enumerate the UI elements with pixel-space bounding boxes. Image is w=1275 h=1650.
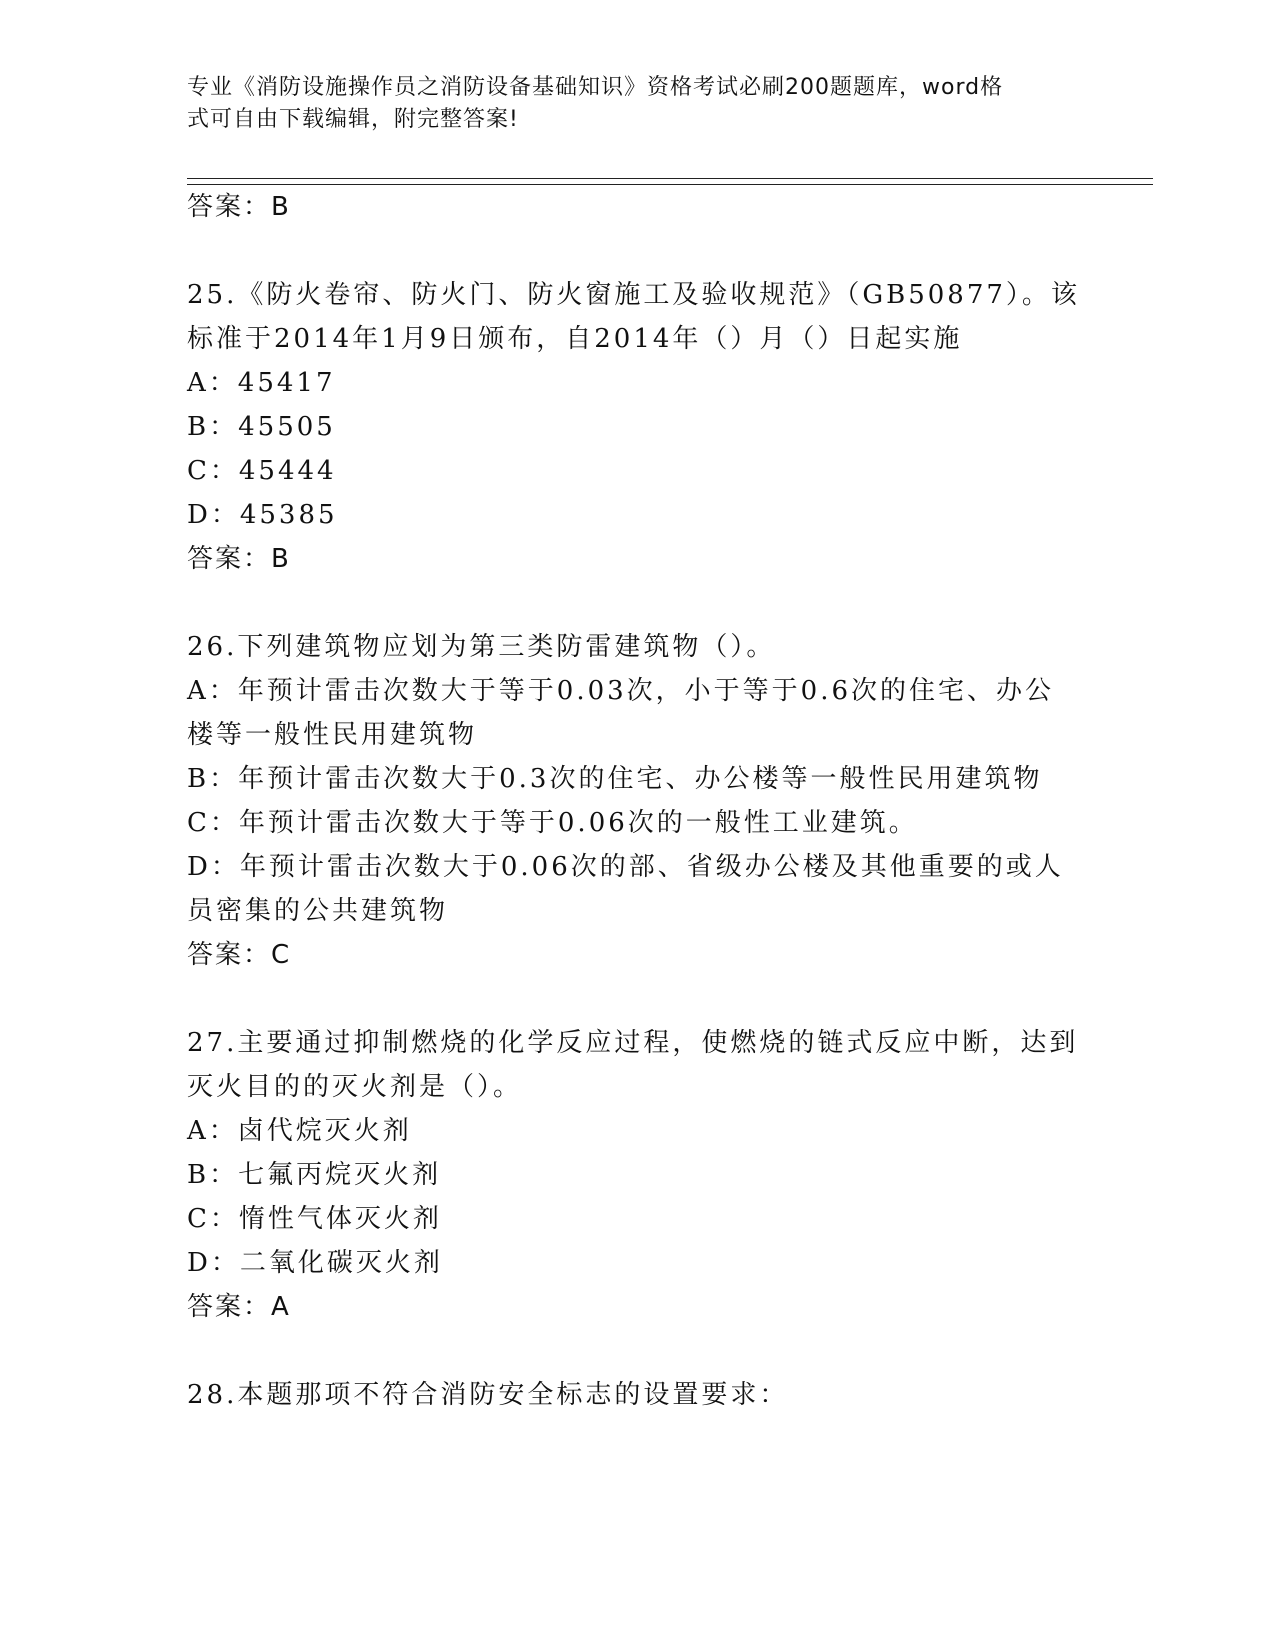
q26-answer: 答案：C bbox=[187, 940, 292, 970]
q27-stem-line-1: 27.主要通过抑制燃烧的化学反应过程，使燃烧的链式反应中断，达到 bbox=[187, 1028, 1079, 1058]
q27-option-b: B：七氟丙烷灭火剂 bbox=[187, 1160, 442, 1190]
q25-answer: 答案：B bbox=[187, 544, 291, 574]
q27-option-d: D：二氧化碳灭火剂 bbox=[187, 1248, 443, 1278]
q28-stem: 28.本题那项不符合消防安全标志的设置要求： bbox=[187, 1380, 789, 1410]
q26-option-d-line-2: 员密集的公共建筑物 bbox=[187, 896, 449, 926]
header-line-2: 式可自由下载编辑，附完整答案! bbox=[187, 107, 519, 132]
q25-option-d: D：45385 bbox=[187, 500, 338, 530]
q25-option-b: B：45505 bbox=[187, 412, 336, 442]
q25-stem-line-2: 标准于2014年1月9日颁布，自2014年（）月（）日起实施 bbox=[187, 324, 963, 354]
q25-stem-line-1: 25.《防火卷帘、防火门、防火窗施工及验收规范》（GB50877）。该 bbox=[187, 280, 1080, 310]
q27-option-c: C：惰性气体灭火剂 bbox=[187, 1204, 442, 1234]
previous-answer: 答案：B bbox=[187, 192, 291, 222]
q27-answer: 答案：A bbox=[187, 1292, 291, 1322]
q26-option-c: C：年预计雷击次数大于等于0.06次的一般性工业建筑。 bbox=[187, 808, 918, 838]
q26-option-a-line-1: A：年预计雷击次数大于等于0.03次，小于等于0.6次的住宅、办公 bbox=[187, 676, 1055, 706]
q26-stem: 26.下列建筑物应划为第三类防雷建筑物（）。 bbox=[187, 632, 776, 662]
header-divider-top bbox=[187, 178, 1153, 179]
q27-stem-line-2: 灭火目的的灭火剂是（）。 bbox=[187, 1072, 523, 1102]
q25-option-c: C：45444 bbox=[187, 456, 337, 486]
header-line-1: 专业《消防设施操作员之消防设备基础知识》资格考试必刷200题题库，word格 bbox=[187, 75, 1004, 100]
header-divider-bottom bbox=[187, 184, 1153, 185]
q26-option-b: B：年预计雷击次数大于0.3次的住宅、办公楼等一般性民用建筑物 bbox=[187, 764, 1043, 794]
q27-option-a: A：卤代烷灭火剂 bbox=[187, 1116, 412, 1146]
q25-option-a: A：45417 bbox=[187, 368, 336, 398]
q26-option-d-line-1: D：年预计雷击次数大于0.06次的部、省级办公楼及其他重要的或人 bbox=[187, 852, 1064, 882]
q26-option-a-line-2: 楼等一般性民用建筑物 bbox=[187, 720, 478, 750]
document-header bbox=[187, 72, 1077, 136]
